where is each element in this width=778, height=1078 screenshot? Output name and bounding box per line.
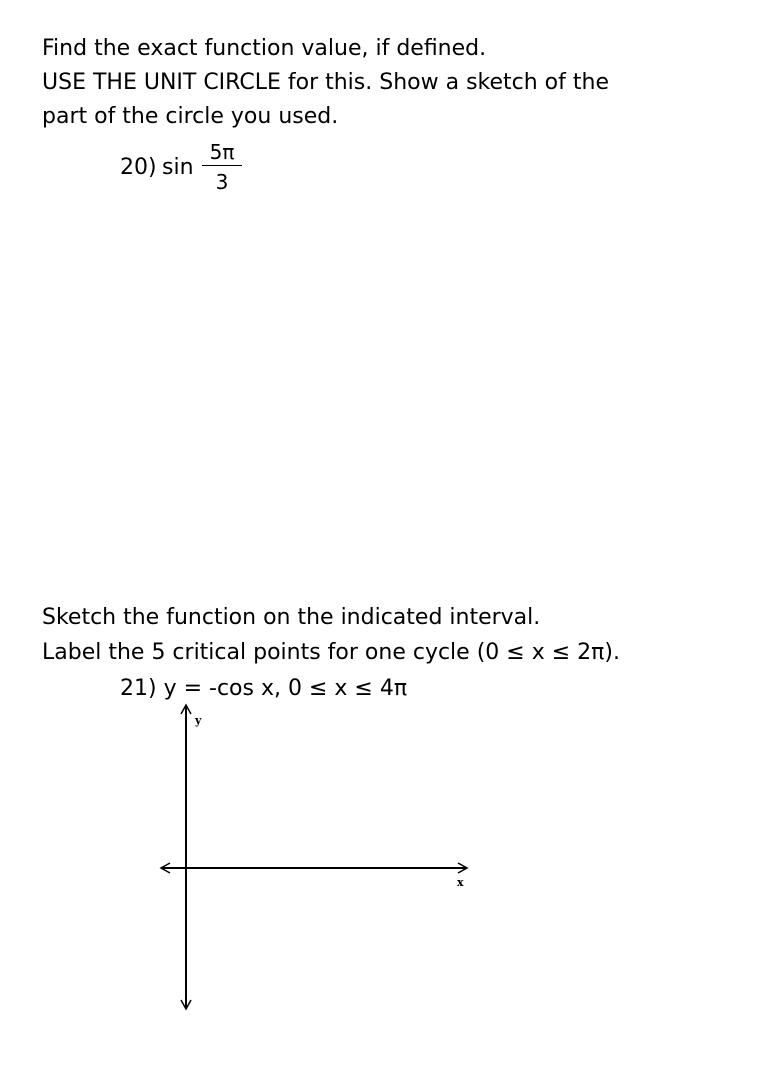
problem-20-function: sin bbox=[162, 155, 194, 180]
instruction-line-2: USE THE UNIT CIRCLE for this. Show a sketch of the bbox=[42, 70, 609, 95]
y-axis-label: y bbox=[195, 714, 202, 727]
fraction-numerator: 5π bbox=[209, 140, 235, 164]
fraction-denominator: 3 bbox=[215, 170, 229, 194]
x-axis-label: x bbox=[457, 876, 464, 889]
instruction-line-4: Sketch the function on the indicated interval. bbox=[42, 605, 541, 630]
instruction-line-3: part of the circle you used. bbox=[42, 104, 339, 129]
problem-21-number: 21) bbox=[120, 676, 157, 701]
instruction-line-5: Label the 5 critical points for one cycle (0 ≤ x ≤ 2π). bbox=[42, 640, 620, 665]
instruction-line-1: Find the exact function value, if defined. bbox=[42, 36, 487, 61]
problem-21-equation: y = -cos x, 0 ≤ x ≤ 4π bbox=[163, 676, 408, 701]
problem-20-number: 20) bbox=[120, 155, 157, 180]
